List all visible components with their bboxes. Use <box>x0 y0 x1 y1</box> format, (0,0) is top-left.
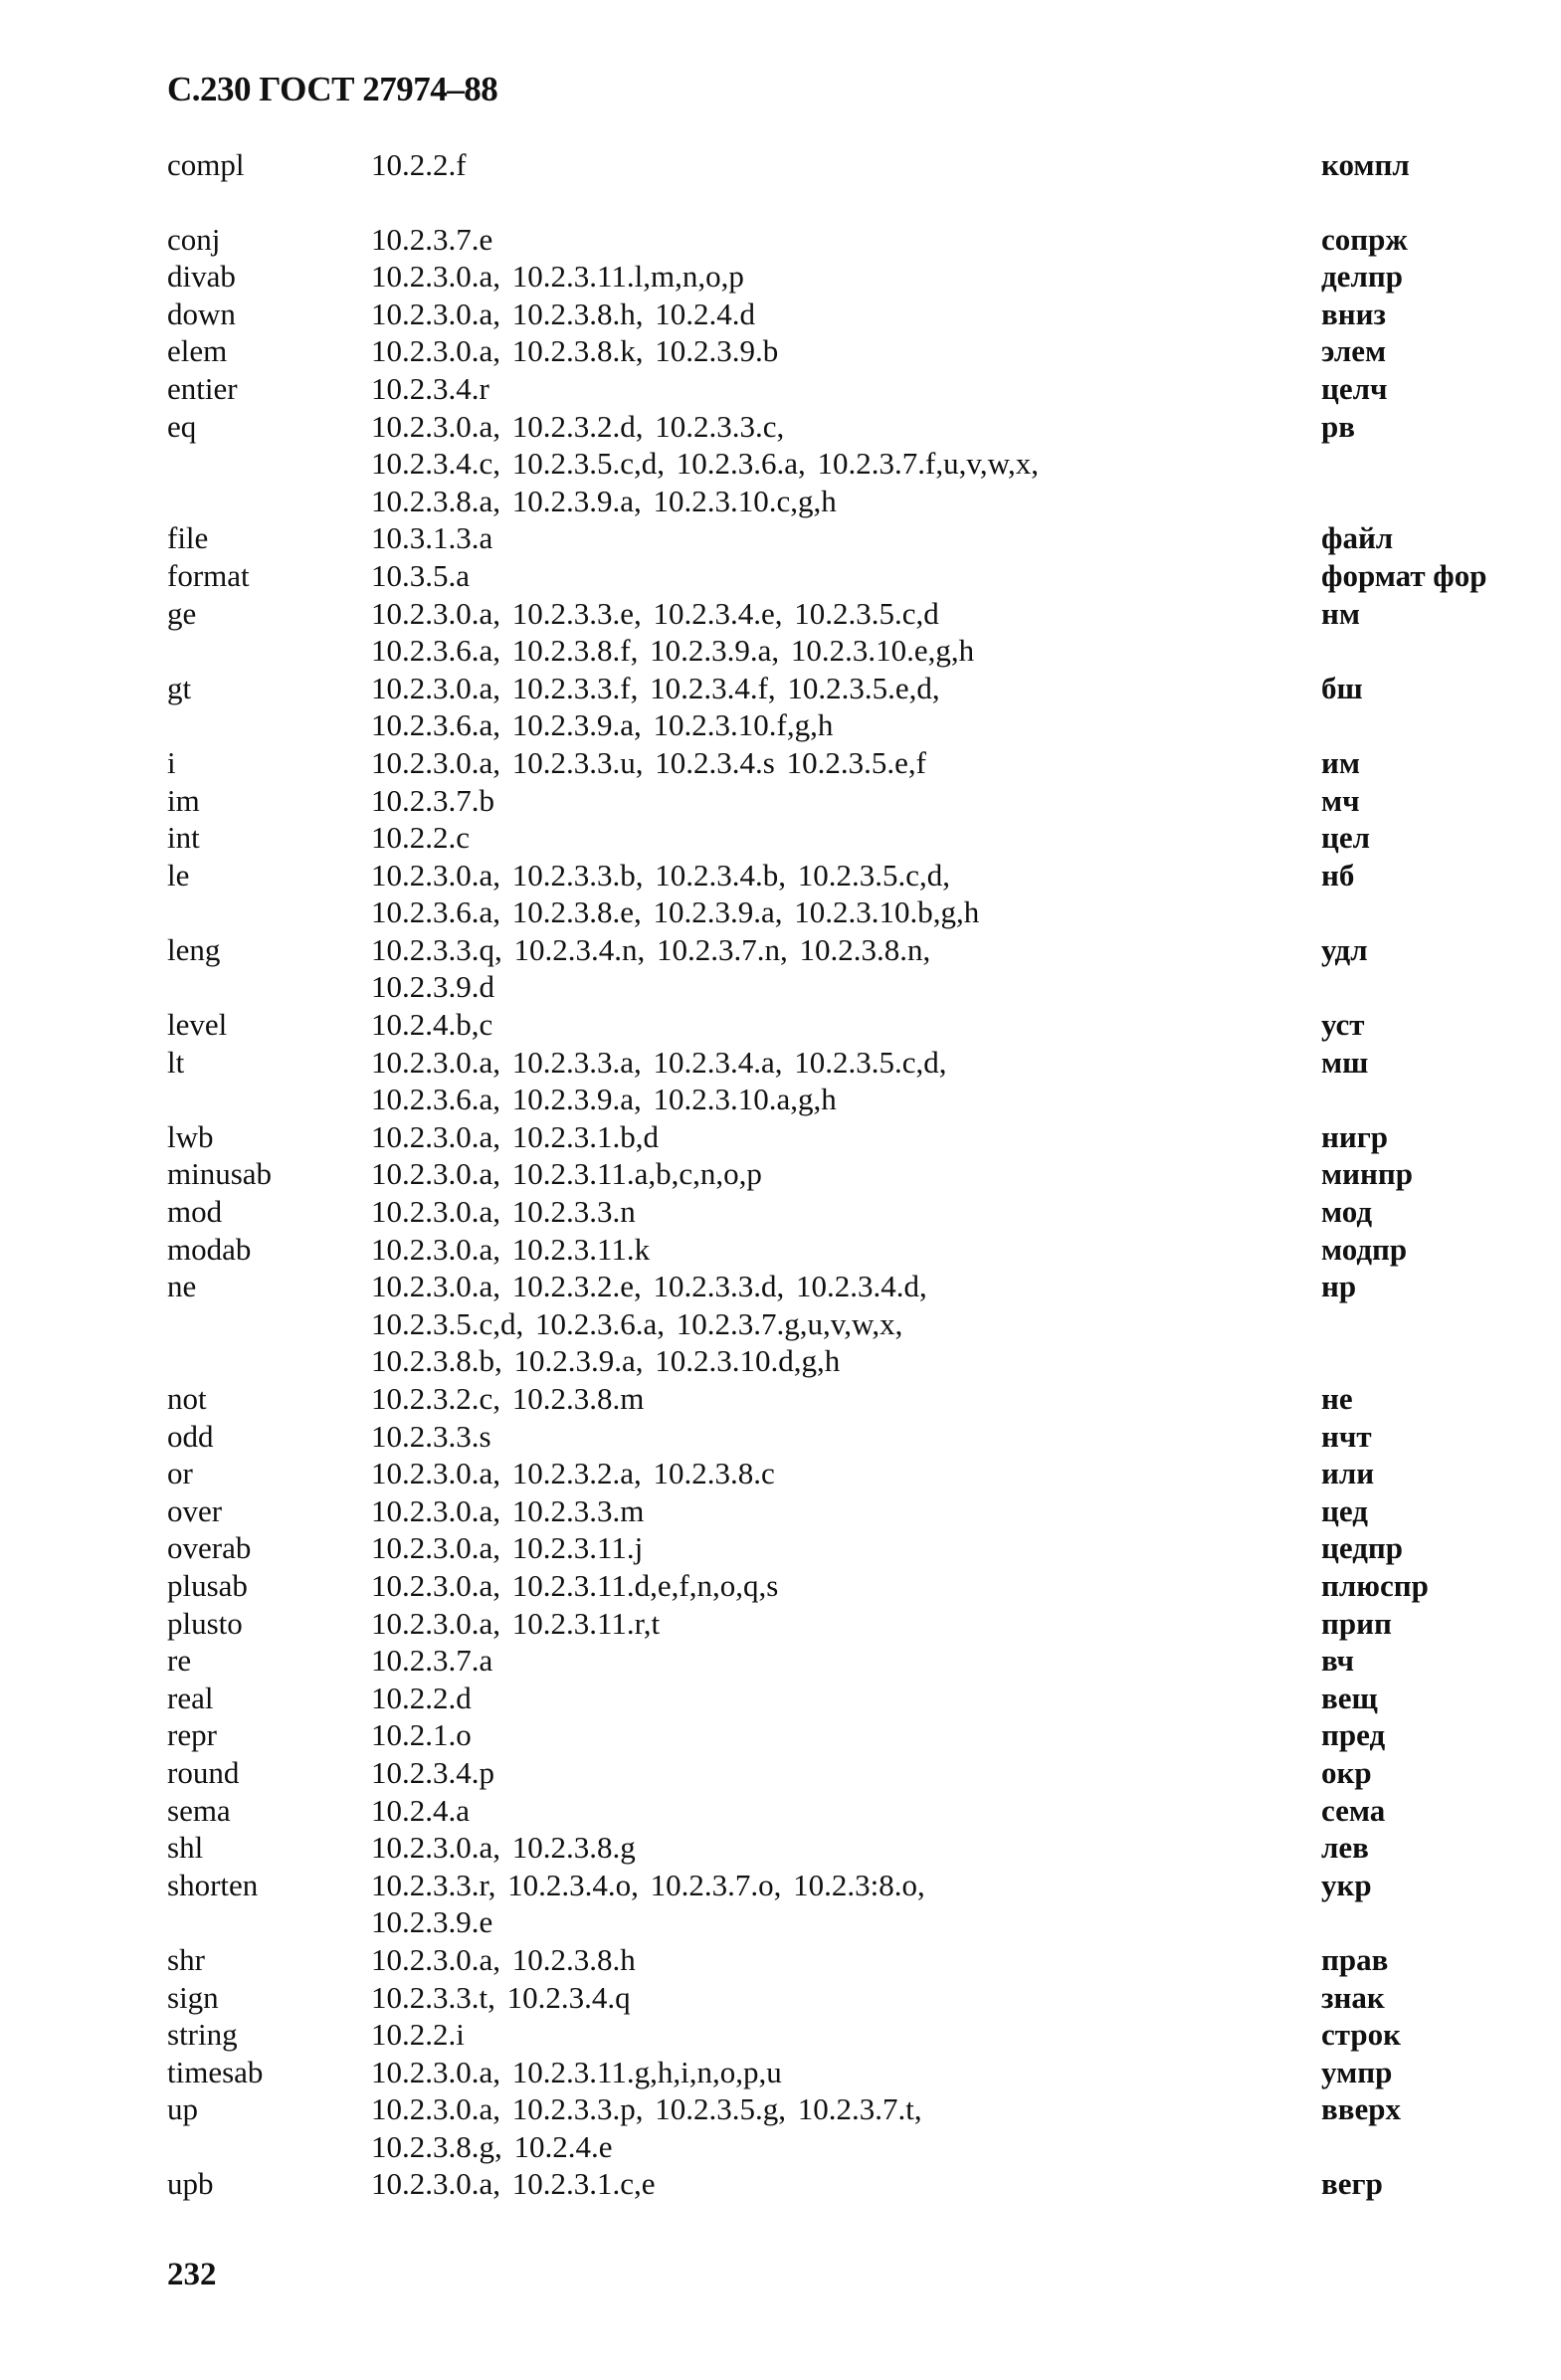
index-entry-line <box>167 857 1540 894</box>
index-entry <box>167 296 1540 333</box>
index-entry-line <box>167 2016 1540 2054</box>
russian-equivalent: бш <box>1321 670 1363 705</box>
index-term: or <box>167 1456 193 1491</box>
index-entry <box>167 1118 1540 1156</box>
russian-equivalent: нб <box>1321 857 1355 892</box>
index-entry-line <box>167 1492 1540 1530</box>
russian-equivalent: цел <box>1321 820 1371 856</box>
section-references: 10.2.3.0.a, 10.2.3.8.h, 10.2.4.d <box>371 296 756 331</box>
index-entry <box>167 1006 1540 1044</box>
russian-equivalent: файл <box>1321 520 1394 556</box>
index-entry-line <box>167 1680 1540 1717</box>
index-term: file <box>167 520 209 556</box>
index-entry <box>167 221 1540 259</box>
russian-equivalent: мод <box>1321 1194 1372 1230</box>
index-entry <box>167 1867 1540 1941</box>
section-references: 10.2.3.0.a, 10.2.3.11.j <box>371 1530 644 1566</box>
russian-equivalent: мч <box>1321 782 1360 818</box>
section-references: 10.2.3.2.c, 10.2.3.8.m <box>371 1381 645 1416</box>
russian-equivalent: делпр <box>1321 259 1403 295</box>
index-entry-line <box>167 1829 1540 1867</box>
section-references: 10.2.3.0.a, 10.2.3.3.f, 10.2.3.4.f, 10.2.3.5.e,d, <box>371 670 940 705</box>
section-references: 10.2.3.0.a, 10.2.3.3.e, 10.2.3.4.e, 10.2.3.5.c,d <box>371 595 939 631</box>
index-entry-line <box>167 1529 1540 1567</box>
index-term: compl <box>167 147 245 182</box>
index-entry <box>167 1979 1540 2017</box>
index-entry-line <box>167 1941 1540 1979</box>
section-references: 10.2.3.3.s <box>371 1418 491 1454</box>
index-entry-line <box>167 968 1540 1006</box>
section-references: 10.2.3.0.a, 10.2.3.8.k, 10.2.3.9.b <box>371 333 779 369</box>
index-term: int <box>167 820 200 856</box>
index-list <box>167 146 1540 2203</box>
index-entry <box>167 1193 1540 1231</box>
index-term: plusab <box>167 1567 248 1603</box>
page-header: С.230 ГОСТ 27974–88 <box>167 70 498 108</box>
russian-equivalent: цедпр <box>1321 1530 1403 1566</box>
section-references: 10.2.3.0.a, 10.2.3.3.m <box>371 1492 645 1528</box>
section-references: 10.2.3.0.a, 10.2.3.1.c,e <box>371 2166 656 2202</box>
section-references: 10.2.3.0.a, 10.2.3.11.k <box>371 1231 651 1267</box>
index-entry-line <box>167 2128 1540 2166</box>
index-entry <box>167 1680 1540 1717</box>
index-entry-line <box>167 1642 1540 1680</box>
index-entry-line <box>167 483 1540 520</box>
section-references: 10.2.1.o <box>371 1717 472 1753</box>
index-entry-line <box>167 2090 1540 2128</box>
section-references: 10.2.3.0.a, 10.2.3.3.b, 10.2.3.4.b, 10.2.3.5.c,d, <box>371 857 951 892</box>
index-entry <box>167 670 1540 744</box>
index-entry <box>167 258 1540 296</box>
index-term: round <box>167 1754 240 1790</box>
index-entry <box>167 1044 1540 1118</box>
section-references: 10.2.3.0.a, 10.2.3.1.b,d <box>371 1118 660 1154</box>
index-entry <box>167 744 1540 782</box>
index-entry-line <box>167 1792 1540 1830</box>
russian-equivalent: вегр <box>1321 2166 1383 2202</box>
section-references: 10.2.3.7.e <box>371 221 493 257</box>
index-entry <box>167 408 1540 520</box>
section-references: 10.2.3.4.p <box>371 1754 494 1790</box>
section-references: 10.2.3.0.a, 10.2.3.3.u, 10.2.3.4.s 10.2.3.5.e,f <box>371 744 926 780</box>
index-term: conj <box>167 221 221 257</box>
index-term: format <box>167 557 250 593</box>
russian-equivalent: нчт <box>1321 1418 1372 1454</box>
russian-equivalent: вниз <box>1321 296 1386 331</box>
index-entry-line <box>167 1605 1540 1643</box>
russian-equivalent: окр <box>1321 1754 1372 1790</box>
index-entry <box>167 1418 1540 1456</box>
section-references: 10.2.3.3.q, 10.2.3.4.n, 10.2.3.7.n, 10.2.3.8.n, <box>371 931 931 967</box>
section-references: 10.2.3.3.t, 10.2.3.4.q <box>371 1979 631 2015</box>
section-references: 10.2.2.c <box>371 820 471 856</box>
index-entry <box>167 2016 1540 2054</box>
index-term: ge <box>167 595 197 631</box>
russian-equivalent: удл <box>1321 931 1368 967</box>
index-entry-line <box>167 1342 1540 1380</box>
index-entry-line <box>167 557 1540 595</box>
russian-equivalent: сема <box>1321 1792 1386 1828</box>
section-references: 10.2.3.0.a, 10.2.3.11.g,h,i,n,o,p,u <box>371 2054 782 2089</box>
index-entry <box>167 1567 1540 1605</box>
index-term: gt <box>167 670 192 705</box>
index-term: modab <box>167 1231 252 1267</box>
index-entry-line <box>167 782 1540 820</box>
index-entry-line <box>167 1418 1540 1456</box>
russian-equivalent: строк <box>1321 2017 1401 2053</box>
index-entry-line <box>167 296 1540 333</box>
section-references: 10.3.1.3.a <box>371 520 493 556</box>
index-term: re <box>167 1643 192 1679</box>
index-entry-line <box>167 146 1540 184</box>
section-references: 10.2.3.3.r, 10.2.3.4.o, 10.2.3.7.o, 10.2.3:8.o, <box>371 1867 925 1902</box>
index-entry <box>167 1231 1540 1269</box>
index-entry-line <box>167 1903 1540 1941</box>
russian-equivalent: нр <box>1321 1269 1357 1304</box>
index-term: level <box>167 1007 228 1043</box>
section-references: 10.2.4.a <box>371 1792 471 1828</box>
russian-equivalent: им <box>1321 744 1360 780</box>
index-term: timesab <box>167 2054 264 2089</box>
index-entry <box>167 595 1540 670</box>
index-entry-line <box>167 670 1540 707</box>
section-references: 10.2.3.9.e <box>371 1904 493 1940</box>
index-entry-line <box>167 1231 1540 1269</box>
russian-equivalent: целч <box>1321 370 1388 406</box>
index-entry <box>167 1829 1540 1867</box>
index-entry-line <box>167 221 1540 259</box>
russian-equivalent: цед <box>1321 1492 1368 1528</box>
index-entry <box>167 1455 1540 1492</box>
index-entry <box>167 857 1540 931</box>
index-entry-line <box>167 1044 1540 1082</box>
russian-equivalent: рв <box>1321 408 1355 444</box>
index-entry <box>167 1754 1540 1792</box>
index-entry-line <box>167 632 1540 670</box>
index-entry-line <box>167 706 1540 744</box>
russian-equivalent: пред <box>1321 1717 1386 1753</box>
russian-equivalent: компл <box>1321 147 1410 182</box>
index-term: im <box>167 782 200 818</box>
section-references: 10.2.3.8.b, 10.2.3.9.a, 10.2.3.10.d,g,h <box>371 1343 841 1379</box>
section-references: 10.2.2.i <box>371 2017 465 2053</box>
russian-equivalent: уст <box>1321 1007 1365 1043</box>
russian-equivalent: знак <box>1321 1979 1385 2015</box>
index-entry-line <box>167 1567 1540 1605</box>
index-term: upb <box>167 2166 214 2202</box>
section-references: 10.2.3.0.a, 10.2.3.3.p, 10.2.3.5.g, 10.2.3.7.t, <box>371 2091 922 2127</box>
section-references: 10.2.3.8.g, 10.2.4.e <box>371 2128 613 2164</box>
russian-equivalent: умпр <box>1321 2054 1393 2089</box>
index-term: repr <box>167 1717 217 1753</box>
russian-equivalent: формат фор <box>1321 557 1487 593</box>
index-term: eq <box>167 408 197 444</box>
section-references: 10.2.3.0.a, 10.2.3.11.r,t <box>371 1605 661 1641</box>
index-entry-line <box>167 408 1540 446</box>
index-term: sema <box>167 1792 231 1828</box>
russian-equivalent: укр <box>1321 1867 1372 1902</box>
index-entry-line <box>167 1081 1540 1118</box>
index-entry <box>167 519 1540 557</box>
index-term: minusab <box>167 1156 273 1192</box>
index-entry-line <box>167 2054 1540 2091</box>
index-entry-line <box>167 893 1540 931</box>
index-entry-line <box>167 595 1540 633</box>
russian-equivalent: минпр <box>1321 1156 1413 1192</box>
index-entry-line <box>167 370 1540 408</box>
section-references: 10.2.3.5.c,d, 10.2.3.6.a, 10.2.3.7.g,u,v,w,x, <box>371 1305 903 1341</box>
russian-equivalent: мш <box>1321 1044 1369 1080</box>
index-entry-line <box>167 819 1540 857</box>
index-entry <box>167 782 1540 820</box>
index-entry <box>167 1529 1540 1567</box>
section-references: 10.2.2.d <box>371 1680 472 1715</box>
index-entry <box>167 931 1540 1006</box>
russian-equivalent: плюспр <box>1321 1567 1429 1603</box>
section-references: 10.2.3.0.a, 10.2.3.11.a,b,c,n,o,p <box>371 1156 762 1192</box>
index-term: overab <box>167 1530 252 1566</box>
russian-equivalent: элем <box>1321 333 1387 369</box>
index-entry-line <box>167 1155 1540 1193</box>
russian-equivalent: вещ <box>1321 1680 1378 1715</box>
index-term: shl <box>167 1830 204 1866</box>
index-entry <box>167 146 1540 184</box>
index-entry-line <box>167 258 1540 296</box>
index-entry <box>167 1155 1540 1193</box>
russian-equivalent: прип <box>1321 1605 1392 1641</box>
russian-equivalent: вч <box>1321 1643 1355 1679</box>
index-term: odd <box>167 1418 214 1454</box>
index-entry-line <box>167 1979 1540 2017</box>
index-term: not <box>167 1381 207 1416</box>
index-entry <box>167 2054 1540 2091</box>
index-term: entier <box>167 370 238 406</box>
index-term: ne <box>167 1269 197 1304</box>
index-entry <box>167 1642 1540 1680</box>
section-references: 10.2.3.0.a, 10.2.3.3.n <box>371 1194 636 1230</box>
index-term: lt <box>167 1044 185 1080</box>
section-references: 10.2.3.0.a, 10.2.3.2.a, 10.2.3.8.c <box>371 1456 775 1491</box>
index-term: leng <box>167 931 221 967</box>
section-references: 10.2.4.b,c <box>371 1007 493 1043</box>
index-entry <box>167 819 1540 857</box>
section-references: 10.2.3.0.a, 10.2.3.8.g <box>371 1830 636 1866</box>
index-term: mod <box>167 1194 223 1230</box>
russian-equivalent: вверх <box>1321 2091 1401 2127</box>
index-term: plusto <box>167 1605 243 1641</box>
russian-equivalent: модпр <box>1321 1231 1408 1267</box>
index-entry <box>167 332 1540 370</box>
section-references: 10.2.3.6.a, 10.2.3.9.a, 10.2.3.10.a,g,h <box>371 1082 837 1117</box>
russian-equivalent: сопрж <box>1321 221 1408 257</box>
index-term: over <box>167 1492 223 1528</box>
section-references: 10.2.3.0.a, 10.2.3.8.h <box>371 1941 636 1977</box>
section-references: 10.2.3.0.a, 10.2.3.2.e, 10.2.3.3.d, 10.2.3.4.d, <box>371 1269 927 1304</box>
index-entry <box>167 2090 1540 2165</box>
section-references: 10.2.3.7.b <box>371 782 494 818</box>
index-entry-line <box>167 1716 1540 1754</box>
index-term: divab <box>167 259 236 295</box>
section-references: 10.2.2.f <box>371 147 467 182</box>
russian-equivalent: нигр <box>1321 1118 1389 1154</box>
index-entry-line <box>167 744 1540 782</box>
index-entry <box>167 1716 1540 1754</box>
index-entry-line <box>167 1118 1540 1156</box>
index-entry <box>167 1380 1540 1418</box>
index-term: le <box>167 857 190 892</box>
section-references: 10.2.3.7.a <box>371 1643 493 1679</box>
index-entry-line <box>167 519 1540 557</box>
section-references: 10.3.5.a <box>371 557 471 593</box>
index-term: real <box>167 1680 214 1715</box>
index-term: i <box>167 744 176 780</box>
russian-equivalent: прав <box>1321 1941 1389 1977</box>
russian-equivalent: не <box>1321 1381 1353 1416</box>
index-entry <box>167 1605 1540 1643</box>
section-references: 10.2.3.0.a, 10.2.3.11.l,m,n,o,p <box>371 259 744 295</box>
index-entry-line <box>167 1305 1540 1343</box>
index-entry-line <box>167 1193 1540 1231</box>
index-term: string <box>167 2017 238 2053</box>
russian-equivalent: или <box>1321 1456 1375 1491</box>
index-term: down <box>167 296 236 331</box>
index-entry-line <box>167 1754 1540 1792</box>
index-entry <box>167 2165 1540 2203</box>
index-term: elem <box>167 333 228 369</box>
index-term: sign <box>167 1979 219 2015</box>
index-entry-line <box>167 931 1540 969</box>
index-entry <box>167 1268 1540 1380</box>
index-entry-line <box>167 1867 1540 1904</box>
section-references: 10.2.3.6.a, 10.2.3.8.e, 10.2.3.9.a, 10.2.3.10.b,g,h <box>371 894 980 930</box>
section-references: 10.2.3.0.a, 10.2.3.2.d, 10.2.3.3.c, <box>371 408 785 444</box>
index-entry-line <box>167 2165 1540 2203</box>
section-references: 10.2.3.8.a, 10.2.3.9.a, 10.2.3.10.c,g,h <box>371 483 837 518</box>
index-entry-line <box>167 1268 1540 1305</box>
russian-equivalent: нм <box>1321 595 1360 631</box>
section-references: 10.2.3.9.d <box>371 969 494 1005</box>
index-term: shorten <box>167 1867 259 1902</box>
index-term: lwb <box>167 1118 214 1154</box>
index-term: up <box>167 2091 198 2127</box>
index-entry-line <box>167 1006 1540 1044</box>
russian-equivalent: лев <box>1321 1830 1369 1866</box>
page-number: 232 <box>167 2257 217 2292</box>
section-references: 10.2.3.6.a, 10.2.3.8.f, 10.2.3.9.a, 10.2.3.10.e,g,h <box>371 633 975 669</box>
index-entry <box>167 370 1540 408</box>
section-references: 10.2.3.0.a, 10.2.3.11.d,e,f,n,o,q,s <box>371 1567 779 1603</box>
section-references: 10.2.3.4.r <box>371 370 489 406</box>
index-entry-line <box>167 445 1540 483</box>
section-references: 10.2.3.6.a, 10.2.3.9.a, 10.2.3.10.f,g,h <box>371 707 834 743</box>
index-entry-line <box>167 1380 1540 1418</box>
section-references: 10.2.3.4.c, 10.2.3.5.c,d, 10.2.3.6.a, 10.2.3.7.f,u,v,w,x, <box>371 446 1039 482</box>
index-entry <box>167 1492 1540 1530</box>
section-references: 10.2.3.0.a, 10.2.3.3.a, 10.2.3.4.a, 10.2.3.5.c,d, <box>371 1044 947 1080</box>
index-entry <box>167 557 1540 595</box>
index-entry <box>167 1941 1540 1979</box>
index-term: shr <box>167 1941 205 1977</box>
index-entry-line <box>167 1455 1540 1492</box>
index-entry-line <box>167 332 1540 370</box>
index-entry <box>167 1792 1540 1830</box>
